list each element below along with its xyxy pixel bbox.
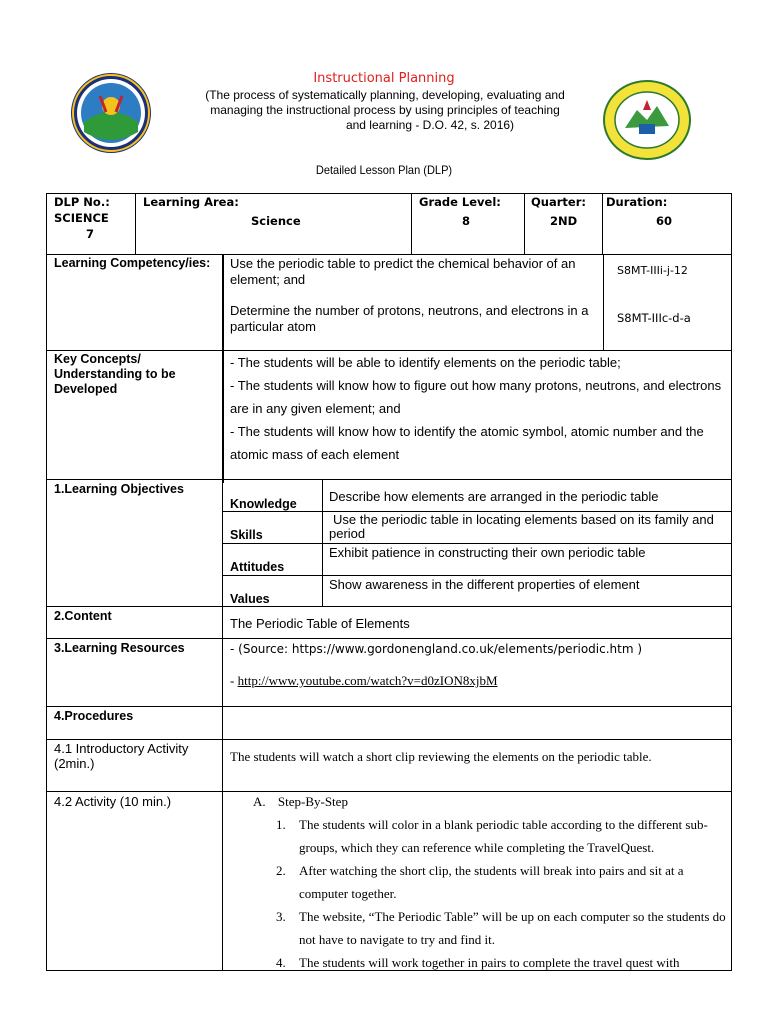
step-text: After watching the short clip, the students will break into pairs and sit at a computer together. [299,863,684,901]
step-text: The website, “The Periodic Table” will be up on each computer so the students do not have to navigate to try and find it. [299,909,726,947]
grade-level-value: 8 [462,214,471,228]
attitudes-label: Attitudes [230,560,285,574]
list-item [276,951,726,974]
document-title: Detailed Lesson Plan (DLP) [315,163,453,177]
key-concept-3: - The students will know how to identify the atomic symbol, atomic number and the atomic mass of each element [230,424,704,462]
learning-objectives-label: 1.Learning Objectives [54,482,184,496]
resource-link-prefix: - [230,673,238,688]
dlp-no-value-1: SCIENCE [54,211,109,225]
intro-activity-label: 4.1 Introductory Activity (2min.) [54,741,189,771]
resource-link-row [230,673,498,689]
list-item [276,905,726,951]
header-title: Instructional Planning [313,71,455,86]
competency-code-2: S8MT-IIIc-d-a [617,311,691,325]
step-letter: A. [253,794,266,809]
key-concept-1: - The students will be able to identify elements on the periodic table; [230,355,621,370]
step-number: 2. [276,863,286,878]
step-text: The students will color in a blank periodic table according to the different sub-groups, which they can reference while completing the TravelQuest. [299,817,708,855]
competency-item-2: Determine the number of protons, neutrons, and electrons in a particular atom [230,303,589,334]
dlp-no-label: DLP No.: [54,195,110,209]
duration-label: Duration: [606,195,668,209]
quarter-label: Quarter: [531,195,586,209]
activity-label: 4.2 Activity (10 min.) [54,794,172,809]
values-label: Values [230,592,270,606]
key-concepts-label: Key Concepts/ Understanding to be Developed [54,352,176,396]
header-description-line-2: managing the instructional process by using principles of teaching [210,103,560,117]
duration-value: 60 [656,214,673,228]
skills-label: Skills [230,528,263,542]
step-text: The students will work together in pairs to complete the travel quest with [299,955,680,970]
step-number: 4. [276,955,286,970]
header-description [200,88,570,133]
learning-area-value: Science [251,214,301,228]
step-title: Step-By-Step [277,794,348,809]
key-concept-2: - The students will know how to figure out how many protons, neutrons, and electrons are in any given element; and [230,378,722,416]
step-number: 1. [276,817,286,832]
competency-code-1: S8MT-IIIi-j-12 [617,264,688,277]
knowledge-text: Describe how elements are arranged in the periodic table [329,489,659,504]
deped-seal [603,80,691,160]
resource-source: - (Source: https://www.gordonengland.co.uk/elements/periodic.htm ) [230,642,643,656]
youtube-link[interactable]: http://www.youtube.com/watch?v=d0zION8xjbM [237,673,498,688]
competency-label: Learning Competency/ies: [54,256,211,270]
learning-area-label: Learning Area: [143,195,239,209]
header-description-line-3: and learning - D.O. 42, s. 2016) [345,118,515,132]
step-by-step-heading [253,790,348,813]
learning-resources-label: 3.Learning Resources [54,641,185,655]
grade-level-label: Grade Level: [419,195,501,209]
step-number: 3. [276,909,286,924]
competency-item-1: Use the periodic table to predict the chemical behavior of an element; and [230,256,576,287]
intro-activity-text: The students will watch a short clip reviewing the elements on the periodic table. [230,749,652,764]
content-text: The Periodic Table of Elements [230,616,410,631]
quarter-value: 2ND [550,214,578,228]
list-item [276,813,726,859]
content-label: 2.Content [54,609,112,623]
list-item [276,859,726,905]
attitudes-text: Exhibit patience in constructing their own periodic table [329,545,646,560]
values-text: Show awareness in the different properties of element [329,577,640,592]
header-description-line-1: (The process of systematically planning, developing, evaluating and [205,88,565,102]
knowledge-label: Knowledge [230,497,297,511]
skills-text: Use the periodic table in locating elements based on its family and period [329,512,714,541]
procedures-label: 4.Procedures [54,709,134,723]
dlp-no-value-2: 7 [86,227,95,241]
